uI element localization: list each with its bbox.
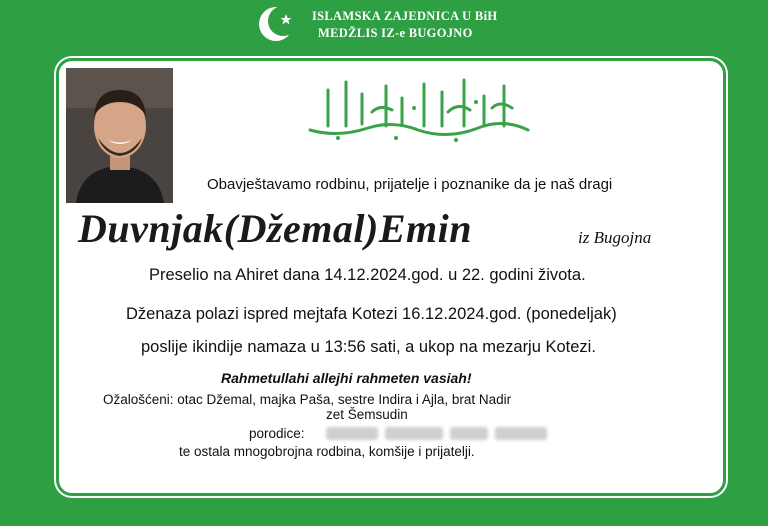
redacted-family-name — [385, 427, 443, 440]
redacted-family-name — [495, 427, 547, 440]
org-name: ISLAMSKA ZAJEDNICA U BiH — [312, 9, 498, 23]
closing-text: te ostala mnogobrojna rodbina, komšije i prijatelji. — [179, 444, 475, 459]
mourners-list-cont: zet Šemsudin — [326, 407, 408, 422]
passing-date-line: Preselio na Ahiret dana 14.12.2024.god. u 22. godini života. — [149, 266, 586, 284]
mourners-list: Ožalošćeni: otac Džemal, majka Paša, sestre Indira i Ajla, brat Nadir — [103, 392, 512, 407]
burial-line: poslije ikindije namaza u 13:56 sati, a ukop na mezarju Kotezi. — [141, 338, 596, 356]
intro-text: Obavještavamo rodbinu, prijatelje i poznanike da je naš dragi — [207, 176, 613, 193]
funeral-departure-line: Dženaza polazi ispred mejtafa Kotezi 16.12.2024.god. (ponedeljak) — [126, 305, 617, 323]
deceased-photo — [66, 68, 173, 203]
families-label: porodice: — [249, 426, 305, 441]
redacted-family-name — [450, 427, 488, 440]
arabic-calligraphy-image — [298, 68, 538, 146]
prayer-text: Rahmetullahi allejhi rahmeten vasiah! — [221, 370, 472, 386]
org-branch: MEDŽLIS IZ-e BUGOJNO — [318, 26, 473, 40]
origin-text: iz Bugojna — [578, 228, 652, 247]
redacted-family-name — [326, 427, 378, 440]
header — [0, 0, 768, 52]
crescent-star-icon — [256, 4, 300, 44]
deceased-name: Duvnjak(Džemal)Emin — [78, 206, 472, 251]
